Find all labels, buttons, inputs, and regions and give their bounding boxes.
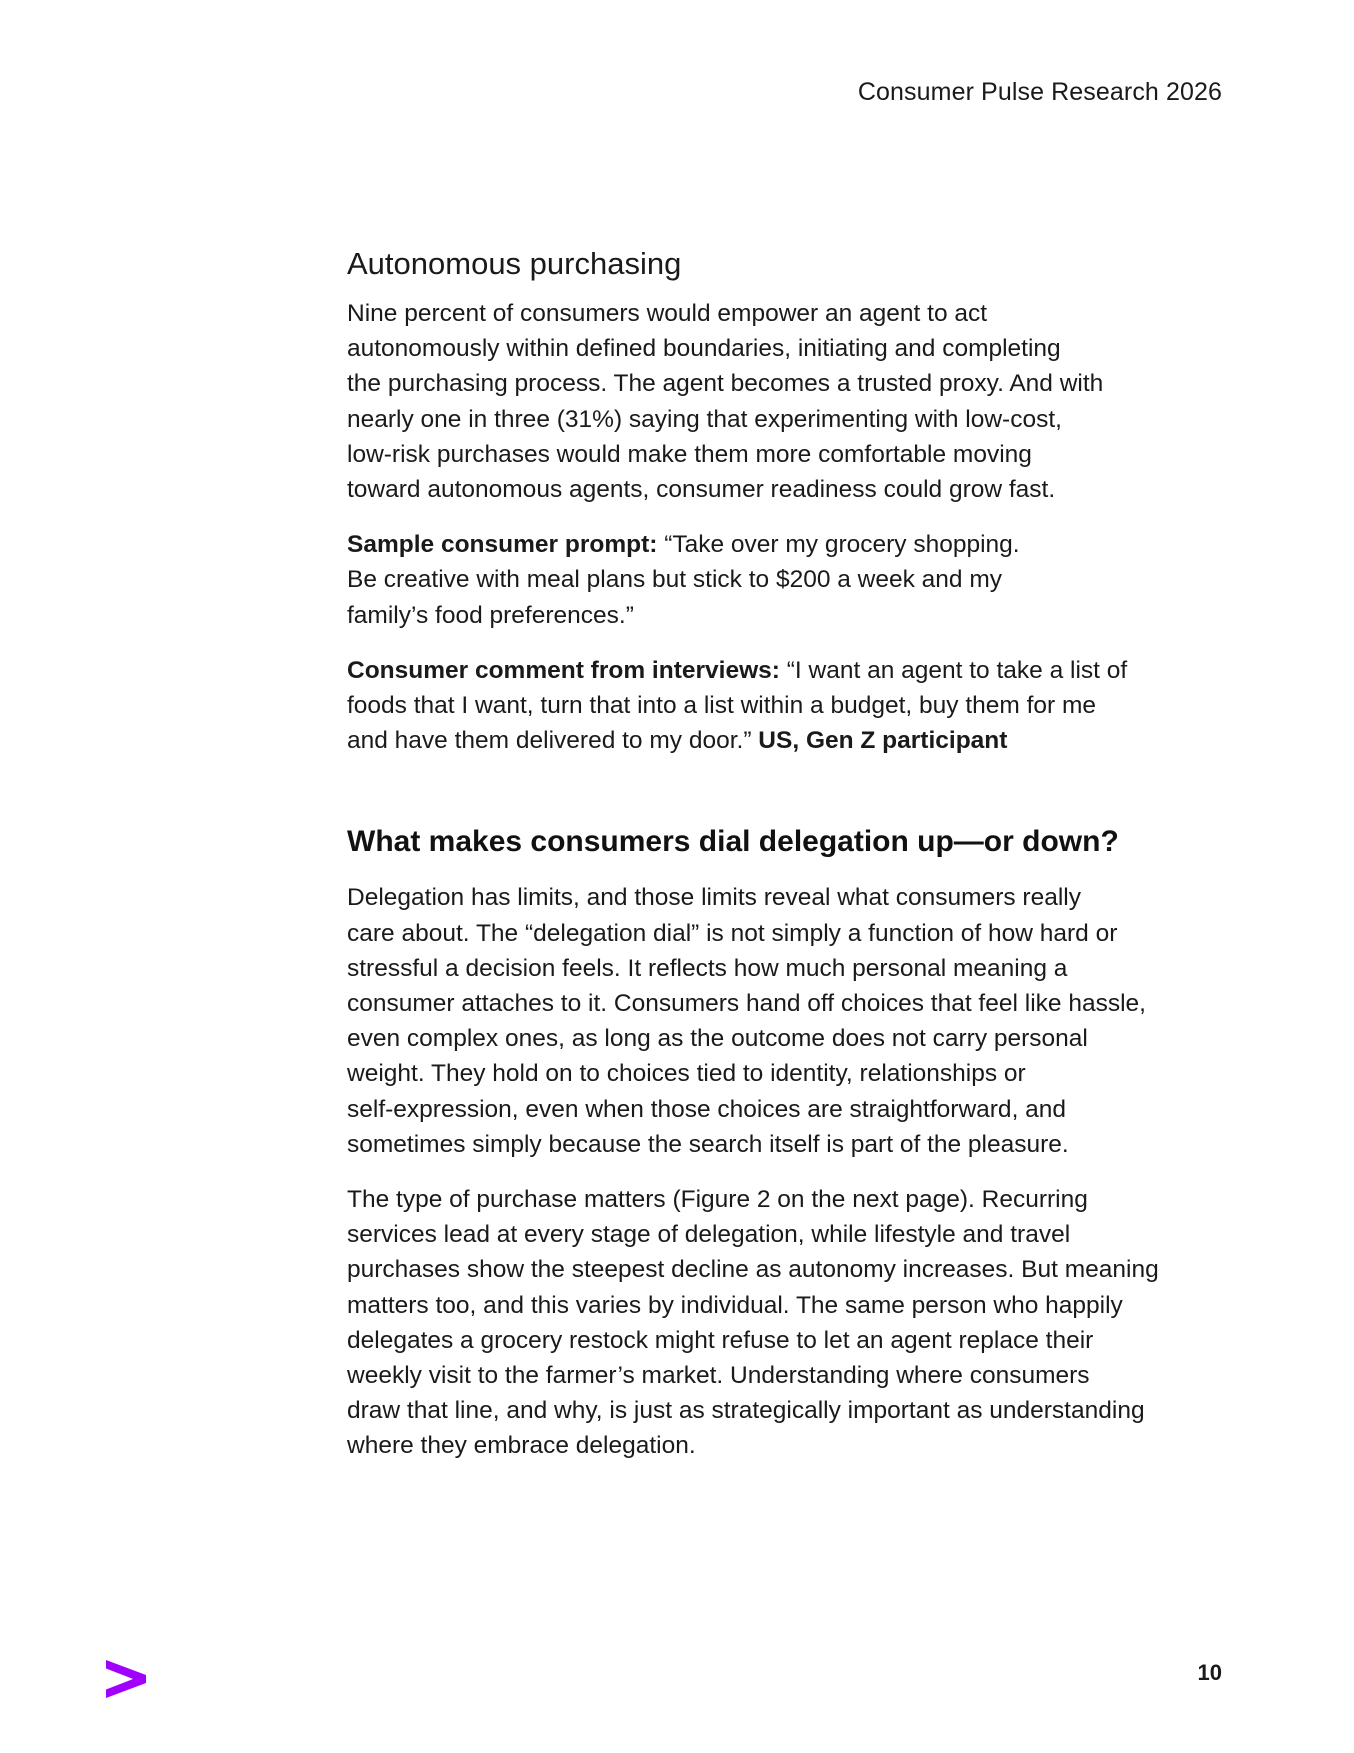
text-line bbox=[347, 653, 1207, 688]
text-line bbox=[347, 527, 1207, 562]
consumer-comment-paragraph bbox=[347, 653, 1207, 759]
text-line: matters too, and this varies by individual. The same person who happily bbox=[347, 1291, 1123, 1319]
consumer-comment-label: Consumer comment from interviews: bbox=[347, 656, 780, 684]
text-line: services lead at every stage of delegation, while lifestyle and travel bbox=[347, 1221, 1071, 1249]
text-line: delegates a grocery restock might refuse to let an agent replace their bbox=[347, 1326, 1094, 1354]
text-line: weekly visit to the farmer’s market. Understanding where consumers bbox=[347, 1362, 1090, 1390]
text-line: care about. The “delegation dial” is not simply a function of how hard or bbox=[347, 919, 1118, 947]
text-line: low-risk purchases would make them more comfortable moving bbox=[347, 440, 1032, 468]
text-line: purchases show the steepest decline as autonomy increases. But meaning bbox=[347, 1256, 1159, 1284]
text-line: The type of purchase matters (Figure 2 on the next page). Recurring bbox=[347, 1186, 1088, 1214]
text-line: toward autonomous agents, consumer readiness could grow fast. bbox=[347, 476, 1056, 504]
sample-prompt-label: Sample consumer prompt: bbox=[347, 531, 658, 559]
delegation-paragraph-1 bbox=[347, 880, 1207, 1162]
delegation-heading: What makes consumers dial delegation up—or down? bbox=[347, 825, 1119, 859]
logo-chevron-shape bbox=[106, 1660, 146, 1698]
accenture-chevron-icon bbox=[106, 1660, 146, 1698]
section-title: Autonomous purchasing bbox=[347, 246, 682, 281]
text-line: Delegation has limits, and those limits reveal what consumers really bbox=[347, 884, 1081, 912]
text-line: stressful a decision feels. It reflects how much personal meaning a bbox=[347, 954, 1068, 982]
text-line: foods that I want, turn that into a list within a budget, buy them for me bbox=[347, 692, 1097, 720]
text-line bbox=[347, 723, 1207, 758]
text-line: self-expression, even when those choices are straightforward, and bbox=[347, 1095, 1067, 1123]
page-content bbox=[347, 244, 1207, 1464]
consumer-comment-text: and have them delivered to my door.” bbox=[347, 727, 759, 755]
text-line: family’s food preferences.” bbox=[347, 601, 634, 629]
text-line: where they embrace delegation. bbox=[347, 1432, 696, 1460]
text-line: autonomously within defined boundaries, initiating and completing bbox=[347, 335, 1061, 363]
sample-prompt-text: “Take over my grocery shopping. bbox=[657, 531, 1020, 559]
consumer-comment-text: “I want an agent to take a list of bbox=[779, 656, 1128, 684]
text-line: nearly one in three (31%) saying that experimenting with low-cost, bbox=[347, 405, 1062, 433]
text-line: the purchasing process. The agent becomes a trusted proxy. And with bbox=[347, 370, 1104, 398]
page-number: 10 bbox=[1197, 1660, 1222, 1685]
sample-prompt-paragraph bbox=[347, 527, 1207, 633]
text-line: weight. They hold on to choices tied to identity, relationships or bbox=[347, 1060, 1026, 1088]
text-line: Be creative with meal plans but stick to $200 a week and my bbox=[347, 566, 1003, 594]
text-line: sometimes simply because the search itself is part of the pleasure. bbox=[347, 1130, 1069, 1158]
running-header-title: Consumer Pulse Research 2026 bbox=[857, 78, 1222, 106]
text-line: even complex ones, as long as the outcome does not carry personal bbox=[347, 1025, 1088, 1053]
intro-paragraph bbox=[347, 296, 1207, 507]
text-line: draw that line, and why, is just as strategically important as understanding bbox=[347, 1397, 1145, 1425]
text-line: Nine percent of consumers would empower an agent to act bbox=[347, 300, 988, 327]
text-line: consumer attaches to it. Consumers hand off choices that feel like hassle, bbox=[347, 990, 1146, 1018]
delegation-paragraph-2 bbox=[347, 1182, 1207, 1464]
comment-attribution: US, Gen Z participant bbox=[758, 727, 1008, 755]
